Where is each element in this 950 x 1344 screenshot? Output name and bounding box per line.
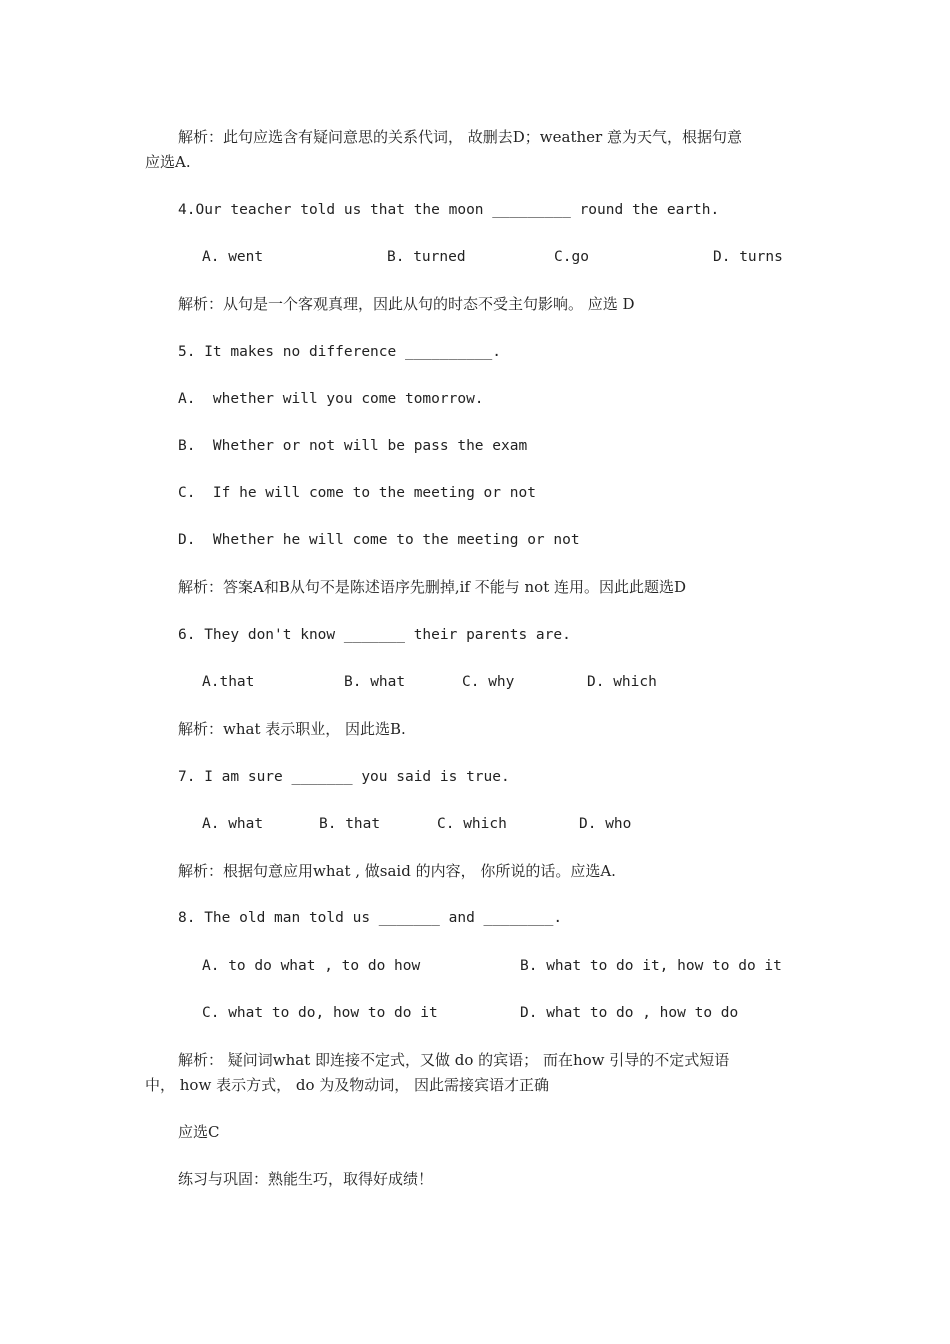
q7-option-d: D. who	[579, 816, 632, 832]
q6-option-c: C. why	[462, 674, 515, 690]
question-6: 6. They don't know _______ their parents are.	[178, 627, 571, 643]
q7-option-a: A. what	[202, 816, 264, 832]
question-8: 8. The old man told us _______ and ________.	[178, 910, 563, 926]
closing-remark: 练习与巩固：熟能生巧，取得好成绩！	[178, 1170, 434, 1188]
q7-option-c: C. which	[437, 816, 507, 832]
q4-option-a: A. went	[202, 249, 264, 265]
q5-option-b: B. Whether or not will be pass the exam	[178, 438, 528, 454]
analysis-3-line-2: 应选A.	[145, 153, 191, 171]
q5-option-a: A. whether will you come tomorrow.	[178, 391, 484, 407]
analysis-8-line-2: 中， how 表示方式， do 为及物动词， 因此需接宾语才正确	[145, 1076, 550, 1094]
analysis-6: 解析：what 表示职业， 因此选B.	[178, 720, 406, 738]
analysis-4: 解析：从句是一个客观真理，因此从句的时态不受主句影响。 应选 D	[178, 295, 635, 313]
q8-option-b: B. what to do it, how to do it	[520, 958, 782, 974]
q8-option-c: C. what to do, how to do it	[202, 1005, 438, 1021]
analysis-3-line-1: 解析：此句应选含有疑问意思的关系代词， 故删去D；weather 意为天气，根据句意	[178, 128, 742, 146]
q8-option-d: D. what to do , how to do	[520, 1005, 739, 1021]
analysis-8-line-1: 解析： 疑问词what 即连接不定式，又做 do 的宾语； 而在how 引导的不定式短语	[178, 1051, 730, 1069]
q4-option-c: C.go	[554, 249, 589, 265]
question-5: 5. It makes no difference __________.	[178, 344, 502, 360]
q6-option-b: B. what	[344, 674, 406, 690]
q8-option-a: A. to do what , to do how	[202, 958, 421, 974]
q4-option-d: D. turns	[713, 249, 783, 265]
q4-option-b: B. turned	[387, 249, 466, 265]
analysis-5: 解析：答案A和B从句不是陈述语序先删掉,if 不能与 not 连用。因此此题选D	[178, 578, 687, 596]
analysis-8-answer: 应选C	[178, 1123, 220, 1141]
q7-option-b: B. that	[319, 816, 381, 832]
q6-option-d: D. which	[587, 674, 657, 690]
question-4: 4.Our teacher told us that the moon _________ round the earth.	[178, 202, 720, 218]
analysis-7: 解析：根据句意应用what , 做said 的内容， 你所说的话。应选A.	[178, 862, 616, 880]
q5-option-d: D. Whether he will come to the meeting or not	[178, 532, 580, 548]
question-7: 7. I am sure _______ you said is true.	[178, 769, 510, 785]
q6-option-a: A.that	[202, 674, 255, 690]
q5-option-c: C. If he will come to the meeting or not	[178, 485, 536, 501]
